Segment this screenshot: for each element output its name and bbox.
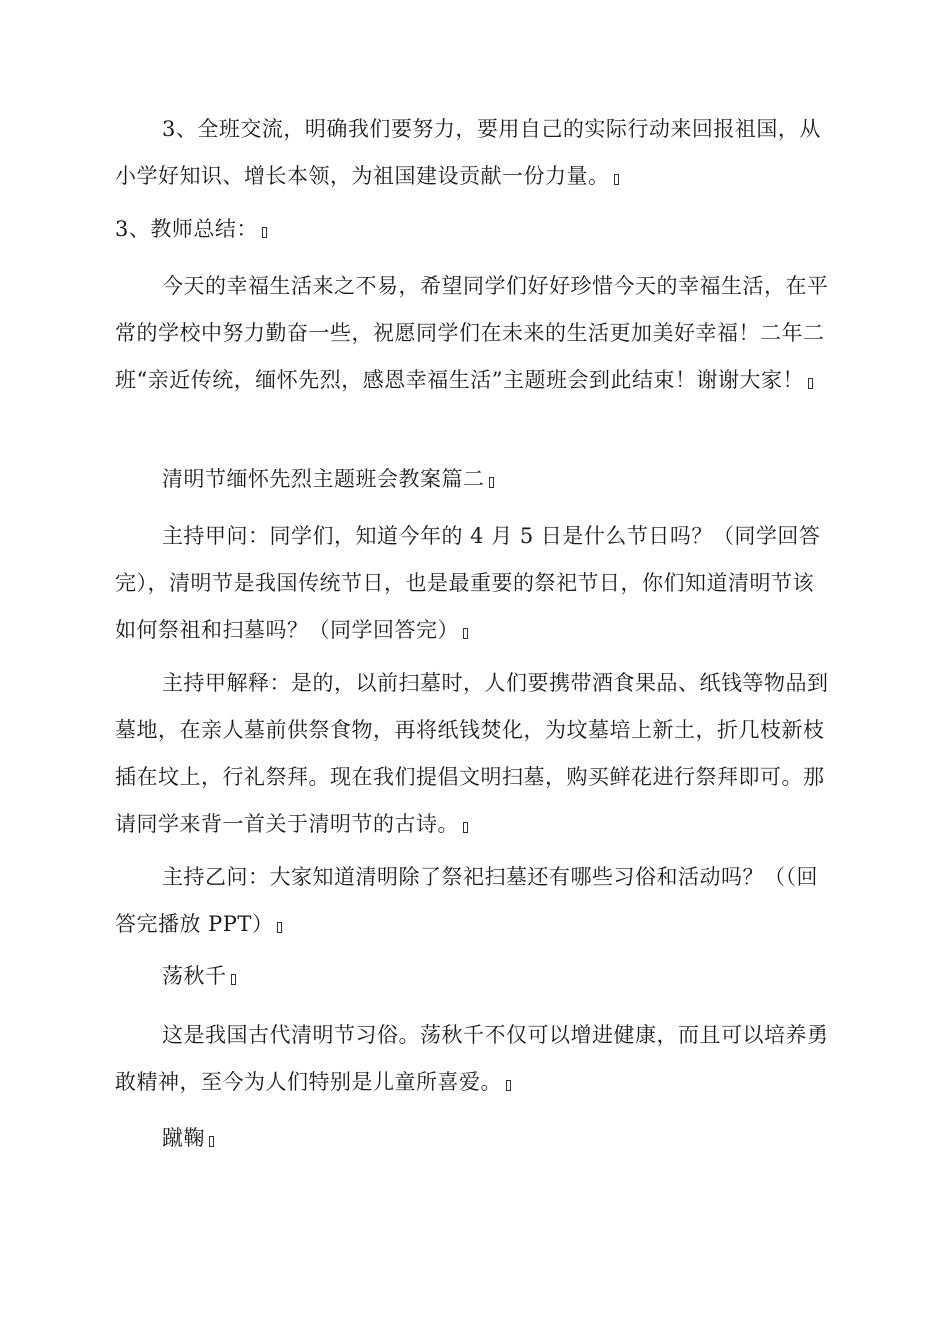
paragraph-host-a-explanation: 主持甲解释：是的，以前扫墓时，人们要携带酒食果品、纸钱等物品到墓地，在亲人墓前供祭食物，再将纸钱焚化，为坟墓培上新土，折几枝新枝插在坟上，行礼祭拜。现在我们提倡文明扫墓，购买鲜花进行祭拜即可。那请同学来背一首关于清明节的古诗。 <box>115 671 829 836</box>
paragraph-mark-icon <box>506 1080 511 1091</box>
paragraph-teacher-summary: 今天的幸福生活来之不易，希望同学们好好珍惜今天的幸福生活，在平常的学校中努力勤奋一些，祝愿同学们在未来的生活更加美好幸福！二年二班“亲近传统，缅怀先烈，感恩幸福生活”主题班会到此结束！谢谢大家！ <box>115 274 829 392</box>
heading-cuju: 蹴鞠 <box>115 1115 835 1162</box>
section-title-part-two: 清明节缅怀先烈主题班会教案篇二 <box>115 456 835 503</box>
heading-swing: 荡秋千 <box>115 953 835 1000</box>
paragraph-mark-icon <box>277 922 282 933</box>
paragraph-mark-icon <box>489 477 494 488</box>
paragraph-mark-icon <box>463 628 468 639</box>
paragraph-host-a-question: 主持甲问：同学们，知道今年的 4 月 5 日是什么节日吗？（同学回答完），清明节是我国传统节日，也是最重要的祭祀节日，你们知道清明节该如何祭祖和扫墓吗？（同学回答完） <box>115 524 821 642</box>
paragraph-host-b-question: 主持乙问：大家知道清明除了祭祀扫墓还有哪些习俗和活动吗？（（回答完播放 PPT） <box>115 865 818 936</box>
paragraph-class-exchange: 3、全班交流，明确我们要努力，要用自己的实际行动来回报祖国，从小学好知识、增长本领，为祖国建设贡献一份力量。 <box>115 117 821 188</box>
paragraph-mark-icon <box>463 822 468 833</box>
paragraph-mark-icon <box>231 974 236 985</box>
paragraph-mark-icon <box>209 1136 214 1147</box>
paragraph-mark-icon <box>808 378 813 389</box>
paragraph-mark-icon <box>262 227 267 238</box>
paragraph-teacher-summary-heading: 3、教师总结： <box>115 206 835 253</box>
paragraph-swing-description: 这是我国古代清明节习俗。荡秋千不仅可以增进健康，而且可以培养勇敢精神，至今为人们特别是儿童所喜爱。 <box>115 1023 829 1094</box>
paragraph-mark-icon <box>614 174 619 185</box>
